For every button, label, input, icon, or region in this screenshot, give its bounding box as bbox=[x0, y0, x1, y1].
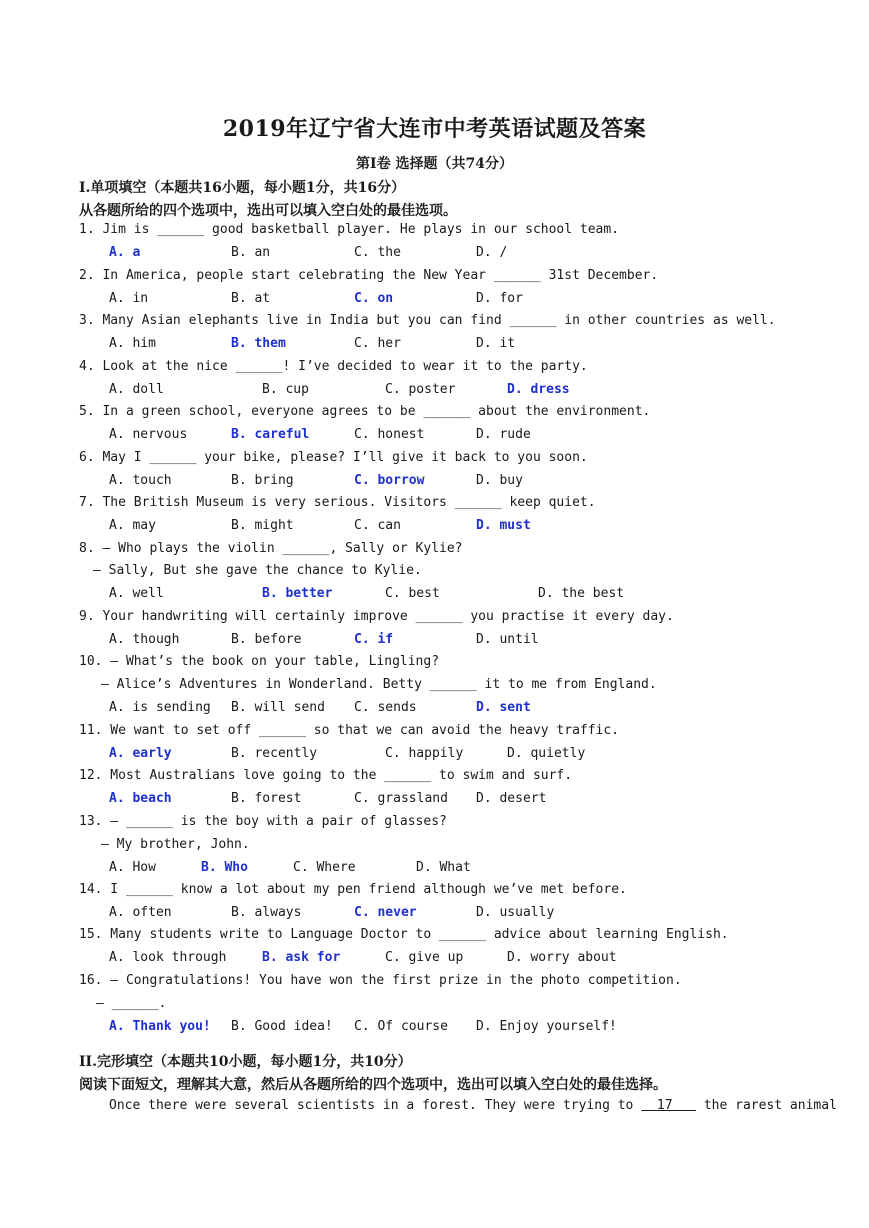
answer-option: A. Thank you! bbox=[109, 1019, 211, 1034]
option: C. sends bbox=[354, 700, 417, 715]
question-stem: 8. — Who plays the violin ______, Sally or Kylie? bbox=[79, 541, 463, 556]
answer-option: B. ask for bbox=[262, 950, 341, 965]
option: A. doll bbox=[109, 382, 164, 397]
question-stem: 3. Many Asian elephants live in India but you can find ______ in other countries as well. bbox=[79, 313, 776, 328]
question-stem: 4. Look at the nice ______! I’ve decided to wear it to the party. bbox=[79, 359, 588, 374]
option: D. quietly bbox=[507, 746, 586, 761]
answer-option: C. if bbox=[354, 632, 394, 647]
answer-option: C. on bbox=[354, 291, 394, 306]
option: A. though bbox=[109, 632, 180, 647]
passage-blank bbox=[641, 1098, 696, 1113]
option: A. look through bbox=[109, 950, 227, 965]
option: D. Enjoy yourself! bbox=[476, 1019, 617, 1034]
option: B. cup bbox=[262, 382, 309, 397]
option: A. touch bbox=[109, 473, 172, 488]
option: B. at bbox=[231, 291, 271, 306]
answer-option: D. must bbox=[476, 518, 531, 533]
option: D. worry about bbox=[507, 950, 617, 965]
passage-text-end: the rarest animal bbox=[703, 1098, 837, 1113]
option: C. the bbox=[354, 245, 401, 260]
option: C. Of course bbox=[354, 1019, 448, 1034]
option: D. the best bbox=[538, 586, 625, 601]
option: B. might bbox=[231, 518, 294, 533]
passage-blank-number: 17 bbox=[656, 1098, 673, 1113]
question-stem: 9. Your handwriting will certainly improve ______ you practise it every day. bbox=[79, 609, 674, 624]
option: B. always bbox=[231, 905, 302, 920]
option: D. / bbox=[476, 245, 508, 260]
question-stem: 10. — What’s the book on your table, Lingling? bbox=[79, 654, 440, 669]
section1-heading: I.单项填空（本题共16小题，每小题1分，共16分） bbox=[79, 180, 406, 196]
question-dialogue-line: — ______. bbox=[96, 996, 167, 1011]
answer-option: B. better bbox=[262, 586, 333, 601]
question-stem: 14. I ______ know a lot about my pen friend although we’ve met before. bbox=[79, 882, 627, 897]
option: D. rude bbox=[476, 427, 531, 442]
option: A. may bbox=[109, 518, 156, 533]
paper-subtitle: 第Ⅰ卷 选择题（共74分） bbox=[356, 156, 513, 172]
section2-heading: II.完形填空（本题共10小题，每小题1分，共10分） bbox=[79, 1054, 412, 1070]
option: D. until bbox=[476, 632, 539, 647]
option: A. How bbox=[109, 860, 156, 875]
answer-option: B. careful bbox=[231, 427, 310, 442]
section1-instruction: 从各题所给的四个选项中，选出可以填入空白处的最佳选项。 bbox=[79, 203, 457, 219]
option: A. well bbox=[109, 586, 164, 601]
passage-text-start: Once there were several scientists in a forest. They were trying to bbox=[109, 1098, 634, 1113]
question-dialogue-line: — Alice’s Adventures in Wonderland. Betty ______ it to me from England. bbox=[101, 677, 657, 692]
question-dialogue-line: — My brother, John. bbox=[101, 837, 250, 852]
option: C. best bbox=[385, 586, 440, 601]
answer-option: A. beach bbox=[109, 791, 172, 806]
answer-option: B. Who bbox=[201, 860, 248, 875]
answer-option: A. early bbox=[109, 746, 172, 761]
option: B. bring bbox=[231, 473, 294, 488]
option: B. will send bbox=[231, 700, 325, 715]
option: D. usually bbox=[476, 905, 555, 920]
answer-option: A. a bbox=[109, 245, 141, 260]
option: C. happily bbox=[385, 746, 464, 761]
question-stem: 2. In America, people start celebrating the New Year ______ 31st December. bbox=[79, 268, 659, 283]
option: D. desert bbox=[476, 791, 547, 806]
question-stem: 5. In a green school, everyone agrees to be ______ about the environment. bbox=[79, 404, 651, 419]
option: D. buy bbox=[476, 473, 523, 488]
option: C. honest bbox=[354, 427, 425, 442]
option: A. in bbox=[109, 291, 149, 306]
option: D. it bbox=[476, 336, 516, 351]
option: C. give up bbox=[385, 950, 464, 965]
option: C. poster bbox=[385, 382, 456, 397]
question-stem: 13. — ______ is the boy with a pair of glasses? bbox=[79, 814, 447, 829]
option: B. recently bbox=[231, 746, 318, 761]
option: A. him bbox=[109, 336, 156, 351]
question-stem: 6. May I ______ your bike, please? I’ll give it back to you soon. bbox=[79, 450, 588, 465]
option: B. before bbox=[231, 632, 302, 647]
section2-instruction: 阅读下面短文，理解其大意，然后从各题所给的四个选项中，选出可以填入空白处的最佳选择。 bbox=[79, 1077, 667, 1093]
answer-option: D. dress bbox=[507, 382, 570, 397]
question-stem: 16. — Congratulations! You have won the first prize in the photo competition. bbox=[79, 973, 682, 988]
question-stem: 1. Jim is ______ good basketball player. He plays in our school team. bbox=[79, 222, 620, 237]
page-title: 2019年辽宁省大连市中考英语试题及答案 bbox=[222, 116, 647, 142]
question-stem: 15. Many students write to Language Doctor to ______ advice about learning English. bbox=[79, 927, 729, 942]
answer-option: D. sent bbox=[476, 700, 531, 715]
answer-option: C. never bbox=[354, 905, 417, 920]
passage-first-line bbox=[109, 1098, 837, 1114]
question-stem: 11. We want to set off ______ so that we can avoid the heavy traffic. bbox=[79, 723, 620, 738]
option: C. Where bbox=[293, 860, 356, 875]
question-stem: 12. Most Australians love going to the ______ to swim and surf. bbox=[79, 768, 573, 783]
option: C. her bbox=[354, 336, 401, 351]
option: B. an bbox=[231, 245, 271, 260]
answer-option: B. them bbox=[231, 336, 286, 351]
option: C. grassland bbox=[354, 791, 448, 806]
option: D. for bbox=[476, 291, 523, 306]
option: A. is sending bbox=[109, 700, 211, 715]
option: B. Good idea! bbox=[231, 1019, 333, 1034]
option: A. nervous bbox=[109, 427, 188, 442]
question-dialogue-line: — Sally, But she gave the chance to Kylie. bbox=[93, 563, 422, 578]
question-stem: 7. The British Museum is very serious. Visitors ______ keep quiet. bbox=[79, 495, 596, 510]
answer-option: C. borrow bbox=[354, 473, 425, 488]
option: A. often bbox=[109, 905, 172, 920]
option: D. What bbox=[416, 860, 471, 875]
option: C. can bbox=[354, 518, 401, 533]
option: B. forest bbox=[231, 791, 302, 806]
